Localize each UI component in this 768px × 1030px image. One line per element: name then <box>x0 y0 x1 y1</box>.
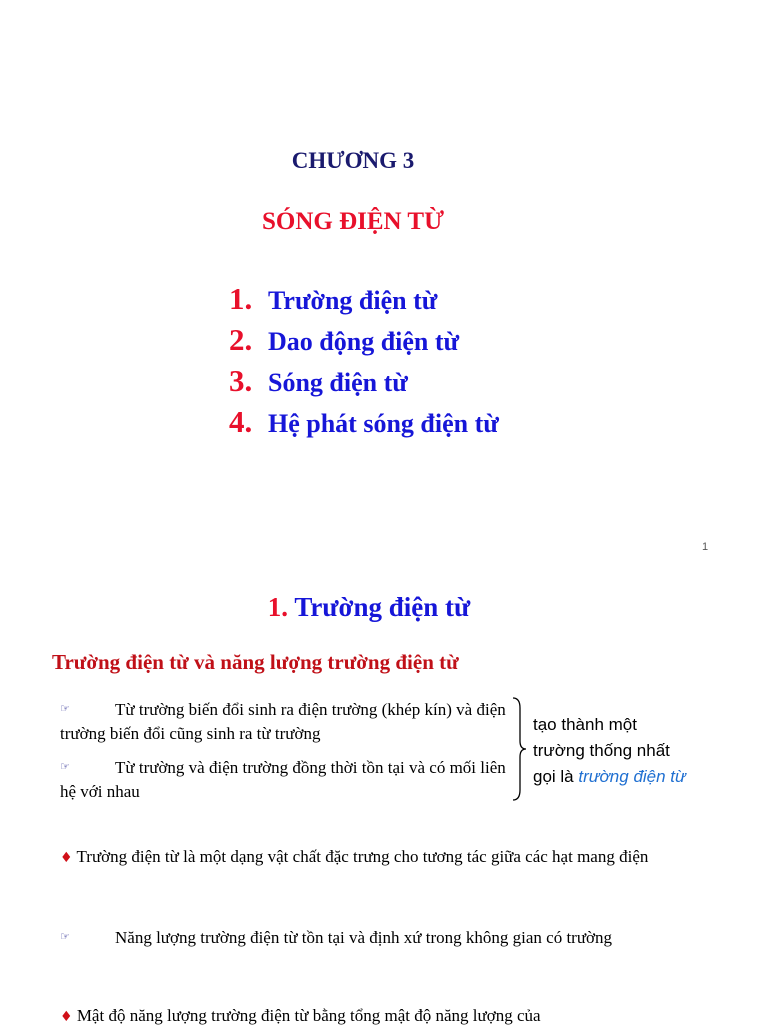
toc-number: 3. <box>229 363 253 398</box>
chapter-subtitle: SÓNG ĐIỆN TỪ <box>262 208 444 235</box>
pointing-hand-icon: ☞ <box>60 930 70 943</box>
curly-brace-icon <box>509 696 529 802</box>
bullet-paragraph-3 <box>60 924 700 951</box>
toc-label: Sóng điện từ <box>268 368 408 397</box>
diamond-paragraph-1 <box>60 844 700 871</box>
toc-item-3 <box>229 360 499 401</box>
paragraph-text: Trường điện từ là một dạng vật chất đặc trưng cho tương tác giữa các hạt mang điện <box>76 847 649 866</box>
section-heading: Trường điện từ và năng lượng trường điện từ <box>52 650 459 674</box>
section-title-text: Trường điện từ <box>294 592 471 622</box>
bullet-text: Từ trường và điện trường đồng thời tồn tại và có mối liên hệ với nhau <box>60 758 506 801</box>
paragraph-text: Năng lượng trường điện từ tồn tại và định xứ trong không gian có trường <box>115 928 613 947</box>
pointing-hand-icon: ☞ <box>60 760 70 773</box>
diamond-bullet-icon: ♦ <box>60 1009 73 1025</box>
diamond-bullet-icon: ♦ <box>60 850 73 866</box>
toc-item-4 <box>229 401 499 442</box>
bullet-paragraph-1 <box>60 697 510 746</box>
side-note-prefix: gọi là <box>533 767 579 786</box>
side-note-line: tạo thành một <box>533 715 637 734</box>
section-title <box>0 592 738 623</box>
toc-number: 2. <box>229 322 253 357</box>
pointing-hand-icon: ☞ <box>60 702 70 715</box>
toc-item-2 <box>229 319 499 360</box>
paragraph-text: Mật độ năng lượng trường điện từ bằng tổng mật độ năng lượng của <box>76 1006 541 1025</box>
toc-number: 1. <box>229 281 253 316</box>
bullet-text: Từ trường biến đổi sinh ra điện trường (khép kín) và điện trường biến đổi cũng sinh ra từ trường <box>60 700 506 743</box>
chapter-title: CHƯƠNG 3 <box>291 148 415 173</box>
diamond-paragraph-2 <box>60 1003 700 1030</box>
page-number: 1 <box>702 541 709 553</box>
section-number: 1. <box>267 592 289 622</box>
toc-label: Hệ phát sóng điện từ <box>268 409 499 438</box>
table-of-contents <box>229 278 499 442</box>
bullet-paragraph-2 <box>60 755 510 804</box>
emphasis-term: trường điện từ <box>578 767 686 786</box>
toc-label: Trường điện từ <box>268 286 438 315</box>
toc-label: Dao động điện từ <box>268 327 460 356</box>
toc-item-1 <box>229 278 499 319</box>
side-note-line <box>533 764 733 790</box>
side-note <box>533 712 733 790</box>
toc-number: 4. <box>229 404 253 439</box>
side-note-line: trường thống nhất <box>533 741 670 760</box>
